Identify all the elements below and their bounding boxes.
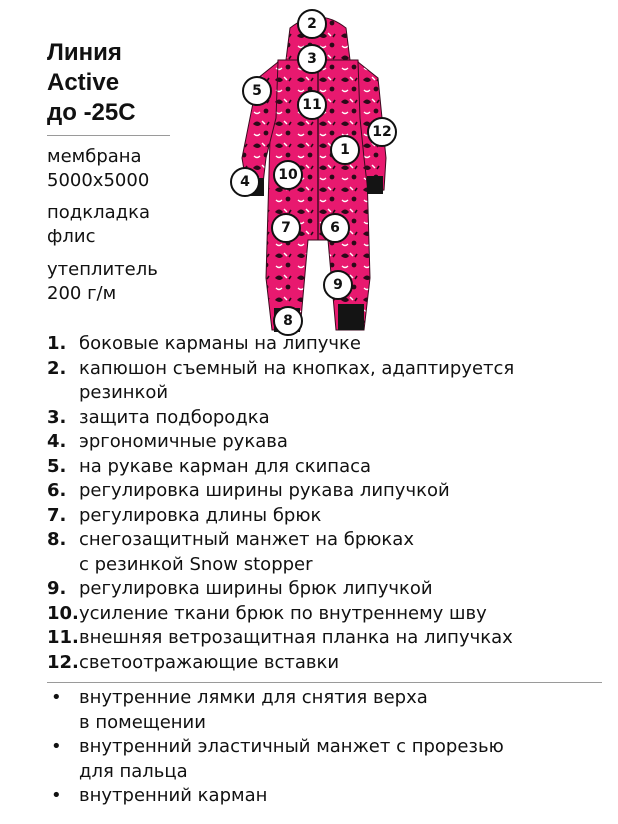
bullet-icon: • bbox=[51, 785, 62, 806]
feature-text: капюшон съемный на кнопках, адаптируется резинкой bbox=[79, 357, 515, 403]
feature-text: внешняя ветрозащитная планка на липучках bbox=[79, 627, 513, 648]
feature-text: регулировка ширины брюк липучкой bbox=[79, 578, 433, 599]
spec-label: утеплитель bbox=[47, 259, 158, 280]
title-line-1: Линия bbox=[47, 39, 122, 66]
extra-item bbox=[47, 686, 607, 735]
feature-number: 1. bbox=[47, 333, 67, 354]
feature-text: регулировка длины брюк bbox=[79, 504, 322, 526]
feature-item bbox=[47, 455, 607, 480]
feature-number: 12. bbox=[47, 651, 79, 673]
callout-2: 2 bbox=[297, 9, 327, 39]
spec-label: мембрана bbox=[47, 146, 142, 167]
feature-number: 6. bbox=[47, 480, 67, 501]
callout-7: 7 bbox=[271, 213, 301, 243]
extra-text: внутренний карман bbox=[79, 785, 268, 806]
callout-12: 12 bbox=[367, 117, 397, 147]
extra-text: внутренний эластичный манжет с прорезью для пальца bbox=[79, 736, 504, 782]
feature-item bbox=[47, 332, 607, 357]
spec-value: 5000x5000 bbox=[47, 170, 150, 191]
feature-text: защита подбородка bbox=[79, 406, 270, 428]
callout-11: 11 bbox=[297, 90, 327, 120]
feature-text: регулировка ширины рукава липучкой bbox=[79, 480, 450, 501]
feature-item bbox=[47, 504, 607, 529]
callout-9: 9 bbox=[323, 270, 353, 300]
feature-number: 4. bbox=[47, 431, 67, 452]
feature-item bbox=[47, 357, 607, 406]
section-divider bbox=[47, 682, 602, 683]
title-divider bbox=[47, 135, 170, 136]
feature-number: 10. bbox=[47, 602, 79, 624]
spec-value: флис bbox=[47, 226, 96, 247]
callout-10: 10 bbox=[273, 160, 303, 190]
title-line-3: до -25С bbox=[47, 99, 136, 126]
feature-number: 9. bbox=[47, 578, 67, 599]
callout-5: 5 bbox=[242, 76, 272, 106]
feature-number: 5. bbox=[47, 455, 67, 477]
feature-number: 2. bbox=[47, 357, 67, 379]
callout-8: 8 bbox=[273, 306, 303, 336]
feature-text: на рукаве карман для скипаса bbox=[79, 455, 372, 477]
feature-text: снегозащитный манжет на брюках с резинкой Snow stopper bbox=[79, 529, 414, 575]
feature-text: светоотражающие вставки bbox=[79, 651, 340, 673]
feature-text: усиление ткани брюк по внутреннему шву bbox=[79, 602, 487, 624]
spec-value: 200 г/м bbox=[47, 283, 117, 304]
spec-insulation bbox=[47, 258, 158, 306]
bullet-icon: • bbox=[51, 736, 62, 757]
feature-item bbox=[47, 626, 607, 651]
feature-text: боковые карманы на липучке bbox=[79, 333, 361, 354]
callout-1: 1 bbox=[330, 135, 360, 165]
callout-6: 6 bbox=[320, 213, 350, 243]
feature-number: 7. bbox=[47, 504, 67, 526]
feature-item bbox=[47, 577, 607, 602]
extras-list bbox=[47, 686, 607, 809]
extra-item bbox=[47, 784, 607, 809]
feature-number: 8. bbox=[47, 529, 67, 550]
callout-4: 4 bbox=[230, 167, 260, 197]
feature-item bbox=[47, 479, 607, 504]
feature-item bbox=[47, 651, 607, 676]
title-line-2: Active bbox=[47, 69, 120, 96]
extra-text: внутренние лямки для снятия верха в помещении bbox=[79, 687, 428, 733]
feature-number: 11. bbox=[47, 627, 79, 648]
extra-item bbox=[47, 735, 607, 784]
bullet-icon: • bbox=[51, 687, 62, 708]
callout-3: 3 bbox=[297, 44, 327, 74]
feature-item bbox=[47, 430, 607, 455]
spec-lining bbox=[47, 201, 150, 249]
product-line-title bbox=[47, 38, 177, 128]
feature-text: эргономичные рукава bbox=[79, 431, 288, 452]
spec-membrane bbox=[47, 145, 149, 193]
spec-label: подкладка bbox=[47, 202, 150, 223]
feature-number: 3. bbox=[47, 406, 67, 428]
features-list bbox=[47, 332, 607, 675]
feature-item bbox=[47, 602, 607, 627]
feature-item bbox=[47, 406, 607, 431]
feature-item bbox=[47, 528, 607, 577]
